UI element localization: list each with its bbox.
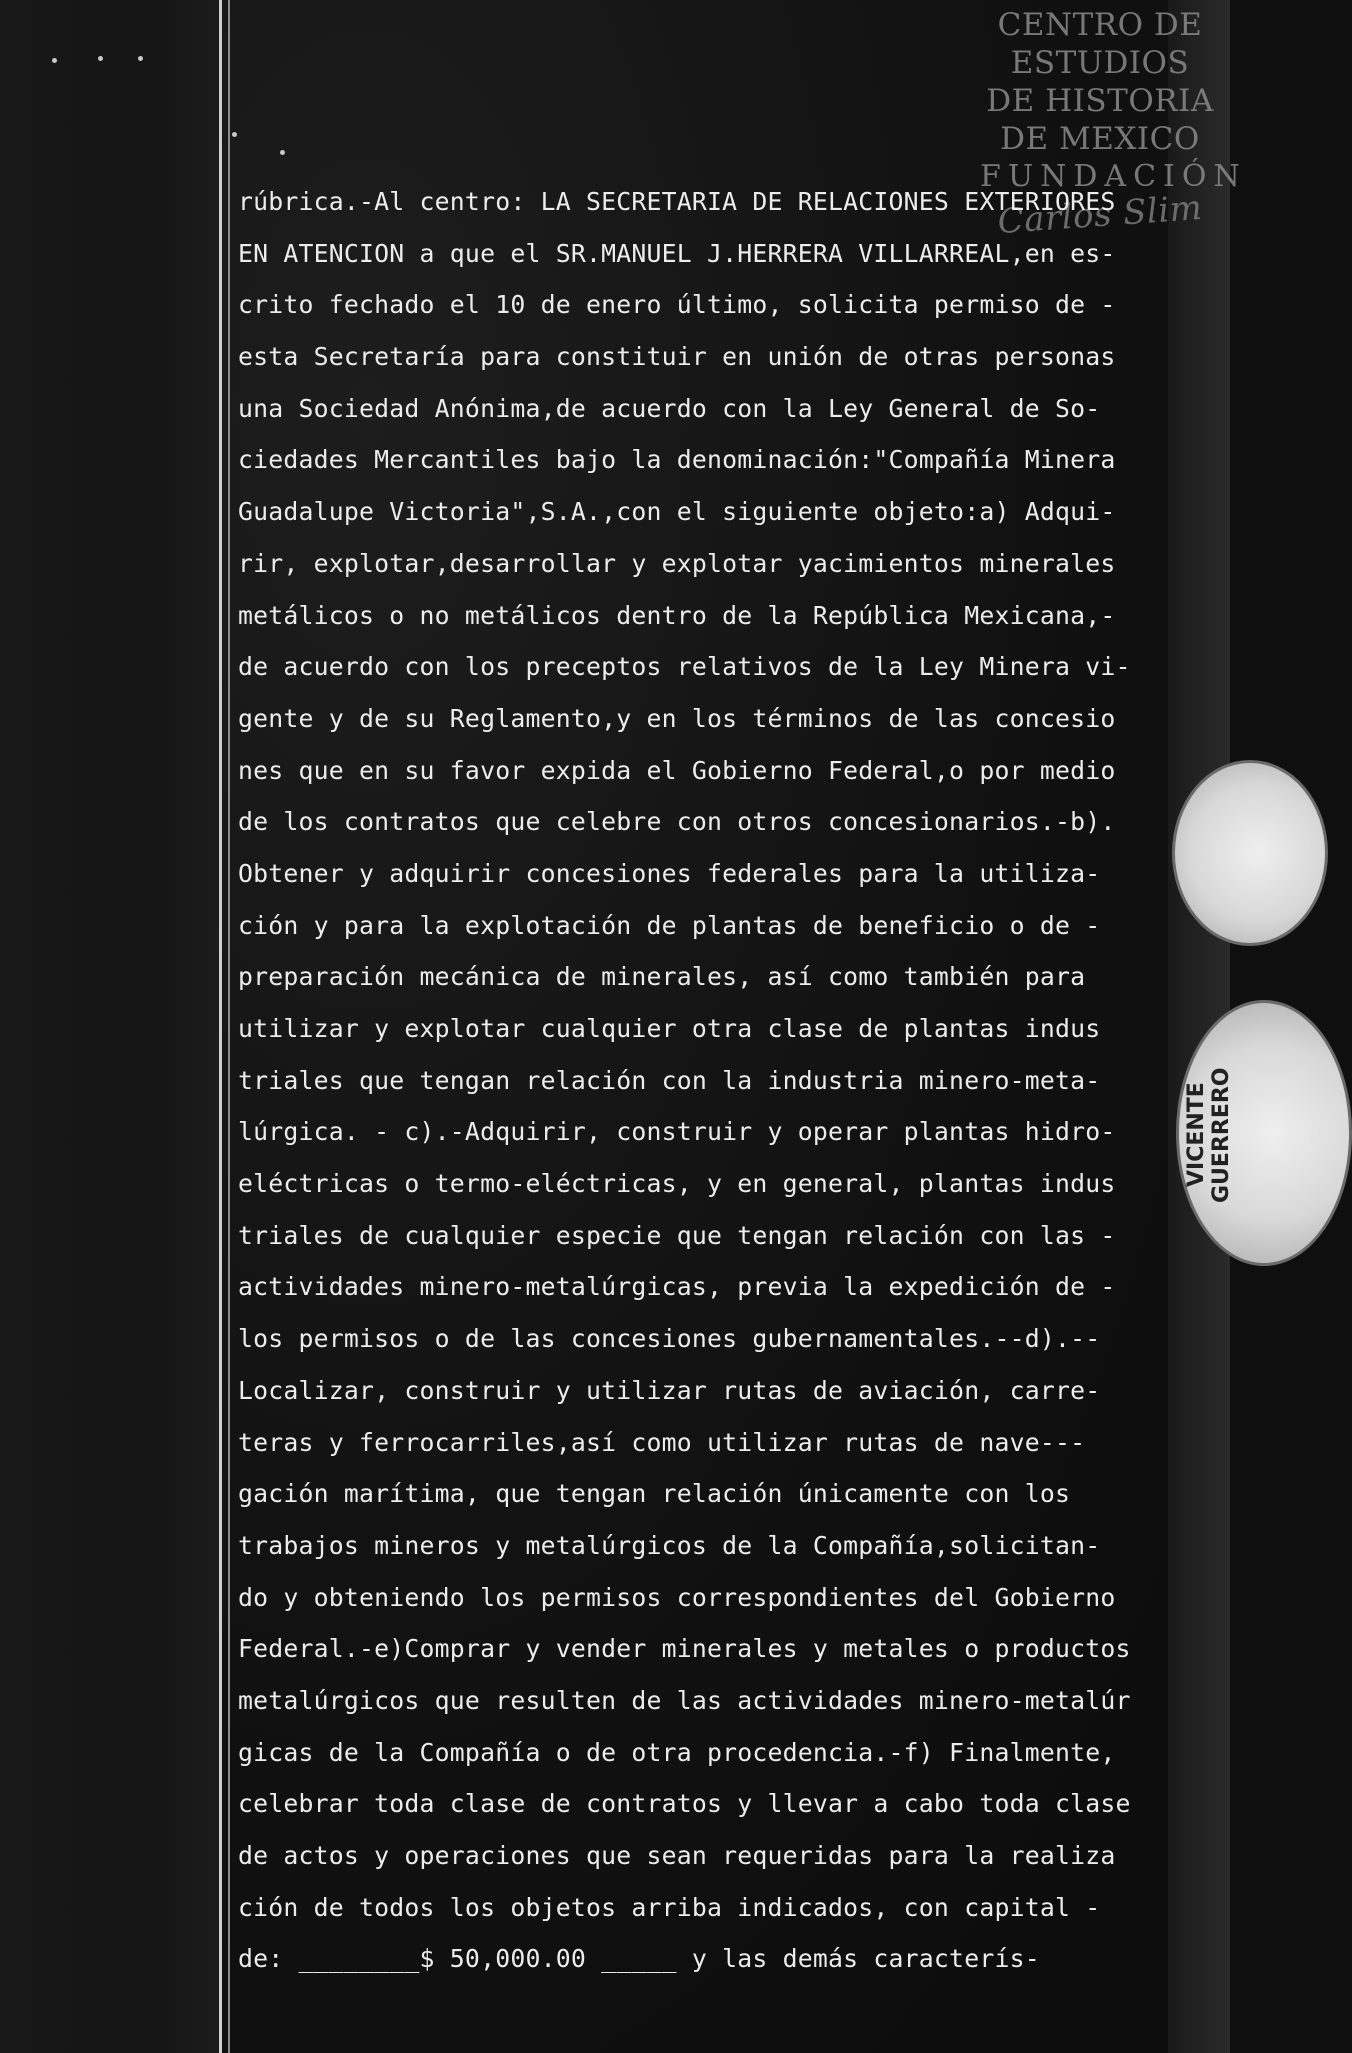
text-line: rir, explotar,desarrollar y explotar yacimientos minerales xyxy=(238,548,1116,578)
watermark-signature: Carlos Slim xyxy=(996,187,1204,243)
seal-text: VICENTE GUERRERO xyxy=(1184,1067,1234,1203)
text-line: esta Secretaría para constituir en unión de otras personas xyxy=(238,342,1116,372)
text-line: gación marítima, que tengan relación únicamente con los xyxy=(238,1479,1071,1509)
text-line: triales de cualquier especie que tengan relación con las - xyxy=(238,1220,1116,1250)
stamp-seal xyxy=(1172,760,1328,946)
text-line: los permisos o de las concesiones gubernamentales.--d).-- xyxy=(238,1324,1101,1354)
text-line: preparación mecánica de minerales, así como también para xyxy=(238,962,1086,992)
watermark-line: CENTRO DE xyxy=(997,7,1203,43)
text-line: do y obteniendo los permisos correspondientes del Gobierno xyxy=(238,1582,1116,1612)
text-line: ción y para la explotación de plantas de beneficio o de - xyxy=(238,910,1101,940)
dust-speck xyxy=(232,132,237,137)
text-line: Localizar, construir y utilizar rutas de aviación, carre- xyxy=(238,1375,1101,1405)
text-line: Obtener y adquirir concesiones federales para la utiliza- xyxy=(238,858,1101,888)
watermark-line: DE HISTORIA xyxy=(986,83,1214,119)
text-line: actividades minero-metalúrgicas, previa la expedición de - xyxy=(238,1272,1116,1302)
text-line: lúrgica. - c).-Adquirir, construir y operar plantas hidro- xyxy=(238,1117,1116,1147)
text-line: gente y de su Reglamento,y en los términos de las concesio xyxy=(238,703,1116,733)
text-line: metálicos o no metálicos dentro de la República Mexicana,- xyxy=(238,600,1116,630)
margin-rule xyxy=(219,0,222,2053)
text-line: de actos y operaciones que sean requeridas para la realiza xyxy=(238,1841,1116,1870)
text-line: Guadalupe Victoria",S.A.,con el siguiente objeto:a) Adqui- xyxy=(238,497,1116,527)
text-line: ciedades Mercantiles bajo la denominación:"Compañía Minera xyxy=(238,445,1116,475)
dust-speck xyxy=(98,56,103,61)
text-line: ción de todos los objetos arriba indicados, con capital - xyxy=(238,1892,1101,1922)
text-line: crito fechado el 10 de enero último, solicita permiso de - xyxy=(238,290,1116,320)
text-line: gicas de la Compañía o de otra procedencia.-f) Finalmente, xyxy=(238,1737,1116,1767)
dust-speck xyxy=(138,56,143,61)
left-margin xyxy=(0,0,220,2053)
text-line: teras y ferrocarriles,así como utilizar rutas de nave--- xyxy=(238,1427,1086,1457)
text-line: una Sociedad Anónima,de acuerdo con la Ley General de So- xyxy=(238,393,1101,423)
dust-speck xyxy=(280,150,285,155)
watermark-line: FUNDACIÓN xyxy=(980,159,1247,194)
watermark-line: ESTUDIOS xyxy=(1010,45,1190,81)
text-line: de acuerdo con los preceptos relativos de la Ley Minera vi- xyxy=(238,652,1131,682)
text-line: Federal.-e)Comprar y vender minerales y metales o productos xyxy=(238,1634,1131,1664)
margin-rule-inner xyxy=(228,0,230,2053)
text-line: EN ATENCION a que el SR.MANUEL J.HERRERA VILLARREAL,en es- xyxy=(238,238,1116,268)
text-line: nes que en su favor expida el Gobierno Federal,o por medio xyxy=(238,755,1116,785)
text-line: metalúrgicos que resulten de las actividades minero-metalúr xyxy=(238,1685,1131,1715)
text-line: utilizar y explotar cualquier otra clase de plantas indus xyxy=(238,1014,1101,1043)
text-line: eléctricas o termo-eléctricas, y en general, plantas indus xyxy=(238,1169,1116,1199)
text-line: celebrar toda clase de contratos y llevar a cabo toda clase xyxy=(238,1789,1131,1819)
typed-text-block xyxy=(238,176,1153,1985)
text-line: trabajos mineros y metalúrgicos de la Compañía,solicitan- xyxy=(238,1530,1101,1560)
text-line: de: ________$ 50,000.00 _____ y las demás caracterís- xyxy=(238,1944,1040,1974)
text-line: triales que tengan relación con la industria minero-meta- xyxy=(238,1065,1101,1095)
dust-speck xyxy=(52,58,57,63)
text-line: rúbrica.-Al centro: LA SECRETARIA DE RELACIONES EXTERIORES xyxy=(238,187,1116,216)
watermark-line: DE MEXICO xyxy=(1000,121,1200,157)
text-line: de los contratos que celebre con otros concesionarios.-b). xyxy=(238,807,1116,837)
